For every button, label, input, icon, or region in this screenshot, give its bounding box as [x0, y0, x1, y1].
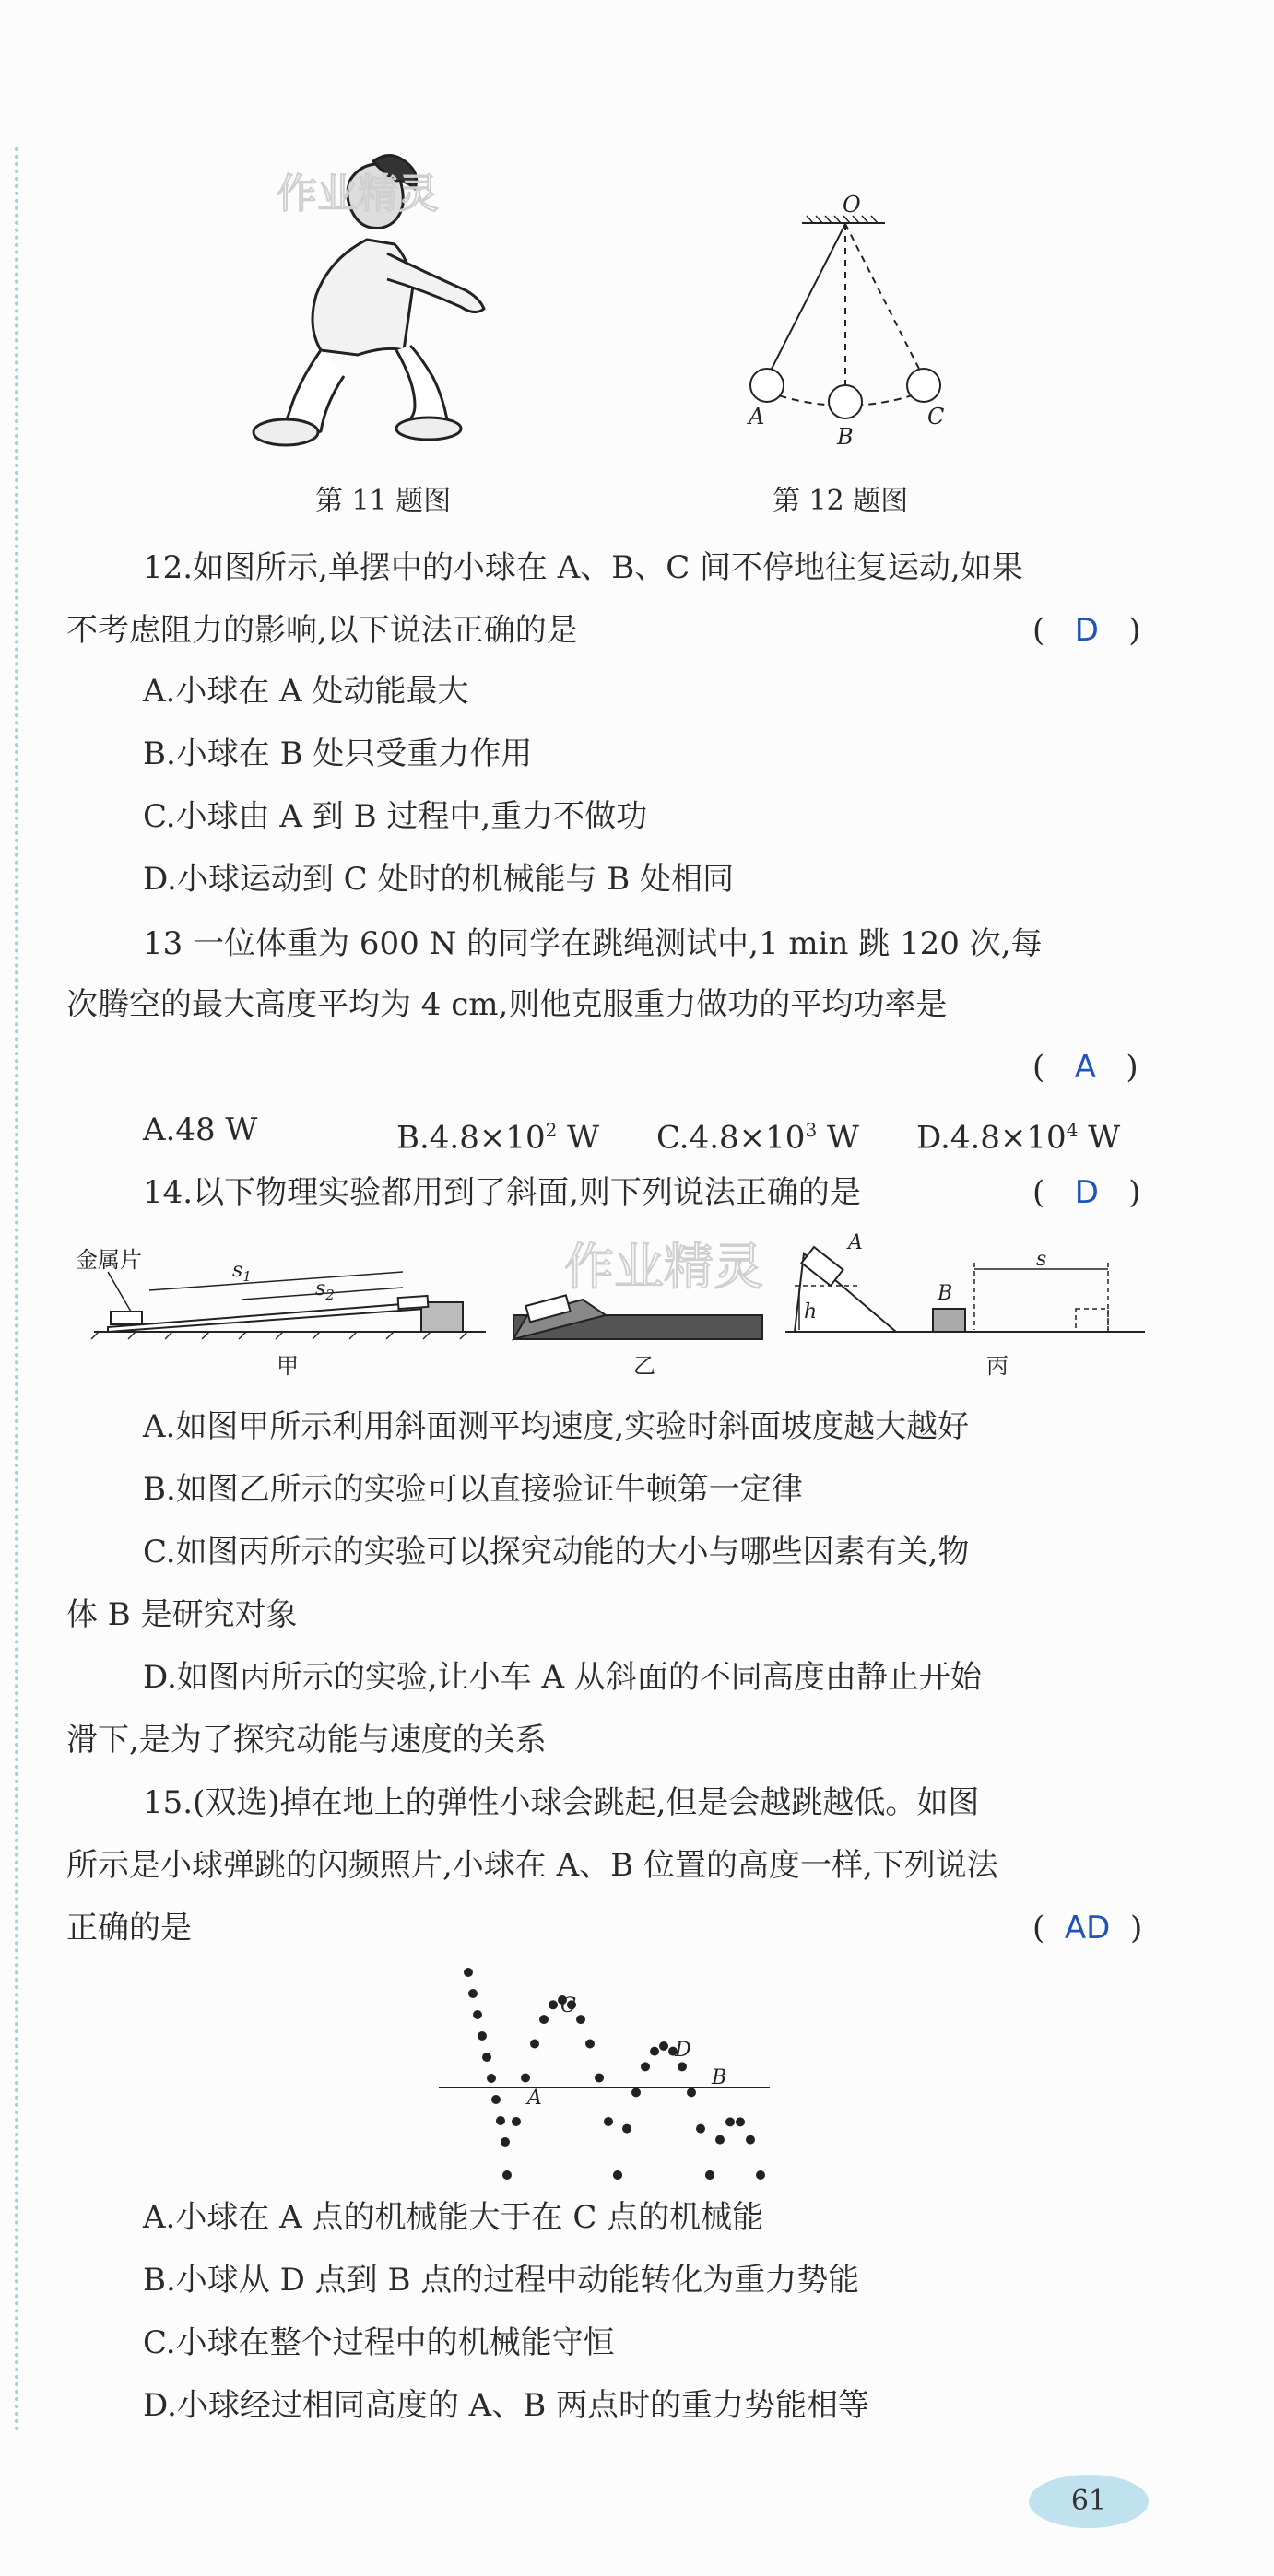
bounce-dot [725, 2117, 735, 2126]
bounce-dot [715, 2135, 725, 2145]
q13-option-c-exp: 3 [805, 1119, 818, 1141]
ball-C [907, 369, 940, 402]
bounce-dot [464, 1968, 473, 1977]
bounce-dot [687, 2088, 696, 2097]
fig11-caption: 第 11 题图 [315, 485, 452, 517]
watermark-text-1: 作业精灵 [277, 171, 439, 218]
q13-option-d-exp: 4 [1066, 1119, 1079, 1141]
bounce-dot [604, 2117, 613, 2126]
q13-option-c-base: C.4.8×10 [656, 1119, 806, 1157]
label-A: A [527, 2087, 542, 2110]
bounce-dot [502, 2170, 512, 2180]
q12-option-b: B.小球在 B 处只受重力作用 [143, 735, 533, 772]
q12-stem-line2: 不考虑阻力的影响,以下说法正确的是 [66, 612, 578, 649]
ball-A [750, 369, 784, 402]
label-s1: $s_1$ [232, 1259, 252, 1285]
bounce-dot [641, 2062, 650, 2071]
binding-edge [15, 147, 18, 2433]
q15-option-c: C.小球在整个过程中的机械能守恒 [143, 2324, 615, 2361]
q13-option-d-unit: W [1078, 1119, 1121, 1157]
q12-option-d: D.小球运动到 C 处时的机械能与 B 处相同 [143, 861, 735, 898]
q14-stem: 14.以下物理实验都用到了斜面,则下列说法正确的是 [143, 1174, 861, 1211]
bounce-dot [521, 2073, 530, 2082]
bounce-dot [530, 2040, 539, 2049]
label-s2: $s_2$ [315, 1277, 335, 1303]
bounce-dot [487, 2074, 496, 2083]
bounce-dot [482, 2053, 491, 2062]
fig11-person-illustration [249, 152, 525, 461]
fig12-pendulum [710, 194, 977, 470]
q13-option-b-base: B.4.8×10 [396, 1119, 546, 1157]
bounce-dot [756, 2170, 765, 2180]
fig12-caption: 第 12 题图 [773, 485, 909, 517]
label-metal-sheet: 金属片 [76, 1247, 142, 1273]
bounce-dot [595, 2073, 604, 2082]
q14-option-c-line2: 体 B 是研究对象 [66, 1596, 298, 1633]
q15-bounce-figure [433, 1958, 784, 2212]
q15-option-b: B.小球从 D 点到 B 点的过程中动能转化为重力势能 [143, 2262, 860, 2299]
q13-option-b-exp: 2 [545, 1119, 558, 1141]
q12-option-a: A.小球在 A 处动能最大 [143, 673, 469, 710]
bounce-dot [478, 2031, 487, 2041]
q15-option-a: A.小球在 A 点的机械能大于在 C 点的机械能 [143, 2199, 764, 2236]
q15-stem-line3: 正确的是 [66, 1910, 192, 1947]
label-B: B [712, 2066, 727, 2089]
q15-answer: AD [1064, 1910, 1111, 1947]
bounce-dot [549, 2000, 558, 2009]
q15-stem-line2: 所示是小球弹跳的闪频照片,小球在 A、B 位置的高度一样,下列说法 [66, 1847, 998, 1884]
label-bing: 丙 [986, 1353, 1009, 1379]
bounce-dot [631, 2088, 641, 2097]
bounce-dot [696, 2124, 705, 2134]
q14-answer: D [1074, 1174, 1099, 1211]
q12-answer-bracket: ( D ) [1032, 612, 1141, 649]
bounce-dot [650, 2047, 659, 2056]
label-block-B: B [938, 1282, 953, 1305]
label-h: h [804, 1300, 818, 1323]
label-A: A [749, 404, 765, 429]
label-D: D [675, 2039, 691, 2062]
q13-option-b-unit: W [557, 1119, 600, 1157]
bounce-dot [622, 2124, 631, 2134]
label-B: B [837, 424, 854, 450]
q13-option-a: A.48 W [143, 1112, 258, 1148]
q12-answer: D [1074, 612, 1099, 649]
bounce-dot [539, 2015, 549, 2024]
bounce-dot [576, 2015, 585, 2024]
bounce-dot [491, 2095, 501, 2104]
label-C: C [560, 1994, 576, 2017]
q15-option-d: D.小球经过相同高度的 A、B 两点时的重力势能相等 [143, 2387, 870, 2424]
bounce-dot [736, 2117, 745, 2126]
q14-option-a: A.如图甲所示利用斜面测平均速度,实验时斜面坡度越大越好 [143, 1408, 970, 1445]
q12-stem-line1: 12.如图所示,单摆中的小球在 A、B、C 间不停地往复运动,如果 [143, 549, 1023, 586]
q13-option-c [656, 1112, 859, 1156]
q15-answer-bracket: ( AD ) [1032, 1910, 1143, 1947]
label-C: C [927, 404, 945, 429]
q13-option-d [916, 1112, 1120, 1156]
q13-stem-line1: 13 一位体重为 600 N 的同学在跳绳测试中,1 min 跳 120 次,每 [143, 925, 1043, 962]
q14-incline-figures [66, 1230, 1173, 1392]
bounce-dot [659, 2041, 668, 2051]
label-car-A: A [848, 1231, 863, 1254]
q14-option-d-line1: D.如图丙所示的实验,让小车 A 从斜面的不同高度由静止开始 [143, 1659, 982, 1696]
q15-stem-line1: 15.(双选)掉在地上的弹性小球会跳起,但是会越跳越低。如图 [143, 1784, 980, 1821]
watermark-text-2: 作业精灵 [564, 1238, 763, 1296]
bounce-dot [512, 2117, 521, 2126]
label-O: O [843, 192, 861, 218]
q13-option-b [396, 1112, 599, 1156]
q13-option-d-base: D.4.8×10 [916, 1119, 1067, 1157]
ball-B [829, 385, 862, 418]
bounce-dot [705, 2170, 714, 2180]
bounce-dot [613, 2170, 622, 2180]
q14-answer-bracket: ( D ) [1032, 1174, 1141, 1211]
label-distance-s: s [1036, 1248, 1047, 1271]
q13-stem-line2: 次腾空的最大高度平均为 4 cm,则他克服重力做功的平均功率是 [66, 986, 948, 1023]
bounce-dot [746, 2135, 755, 2145]
q13-answer: A [1074, 1049, 1096, 1086]
bounce-dot [473, 2010, 482, 2019]
q13-option-c-unit: W [817, 1119, 859, 1157]
q14-option-d-line2: 滑下,是为了探究动能与速度的关系 [66, 1722, 547, 1759]
bounce-dot [496, 2116, 505, 2125]
q14-option-b: B.如图乙所示的实验可以直接验证牛顿第一定律 [143, 1471, 803, 1508]
q14-option-c-line1: C.如图丙所示的实验可以探究动能的大小与哪些因素有关,物 [143, 1534, 970, 1570]
page-number: 61 [1029, 2475, 1149, 2528]
bounce-dot [501, 2137, 510, 2147]
bounce-dot [468, 1989, 478, 1998]
q13-answer-bracket: ( A ) [1032, 1049, 1138, 1086]
q12-option-c: C.小球由 A 到 B 过程中,重力不做功 [143, 798, 648, 835]
bounce-dot [678, 2062, 687, 2071]
bounce-dot [585, 2040, 595, 2049]
label-yi: 乙 [633, 1353, 655, 1379]
label-jia: 甲 [277, 1353, 299, 1379]
